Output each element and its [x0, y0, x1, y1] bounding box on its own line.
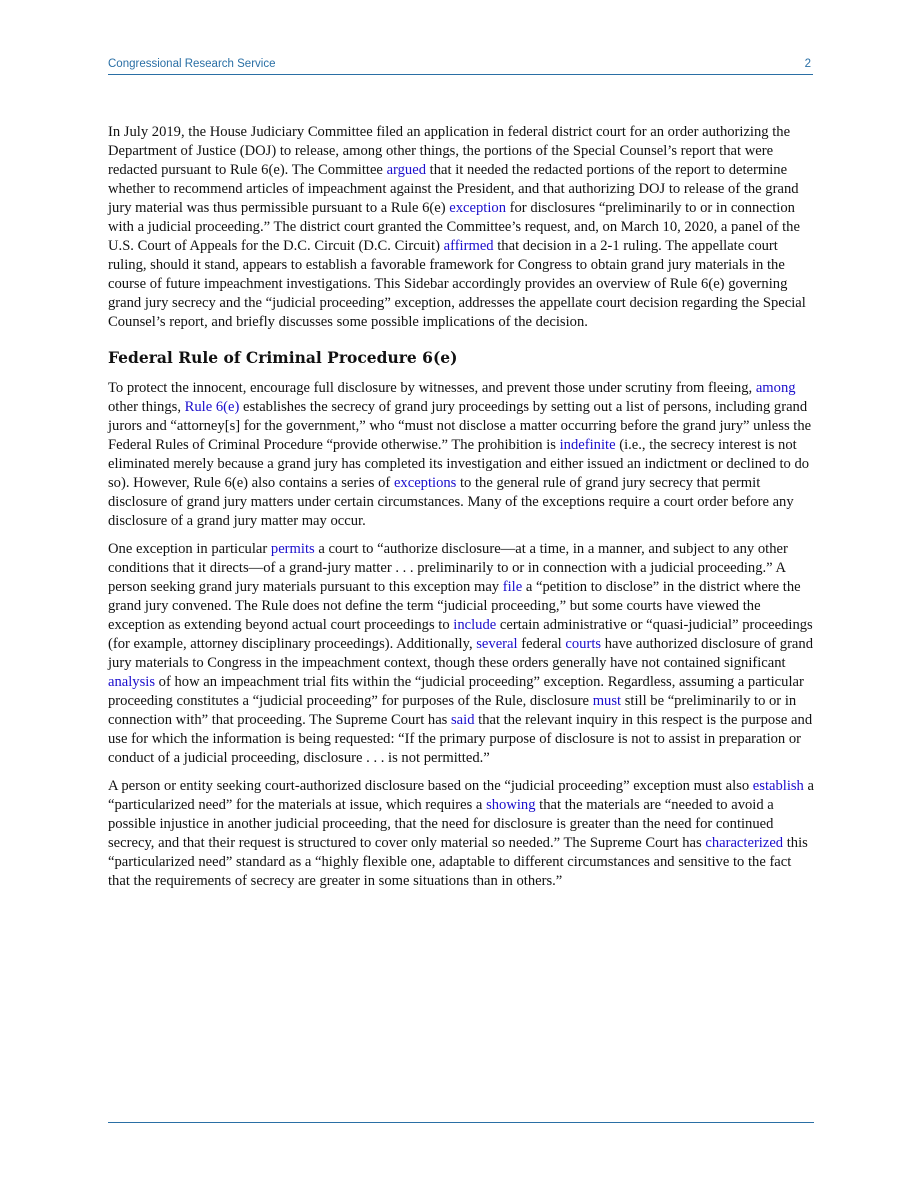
page-number: 2	[804, 58, 811, 70]
paragraph-text: of how an impeachment trial fits within the “judicial proceeding” exception. Regardless, assuming a particular proceeding constitutes a “judicial proceeding” for purposes of the Rule, disclosure	[108, 674, 804, 709]
inline-link[interactable]: among	[755, 380, 796, 396]
inline-link[interactable]: include	[453, 617, 497, 633]
paragraph-text: certain administrative or “quasi-judicial” proceedings (for example, attorney disciplinary proceedings). Additionally,	[108, 617, 813, 652]
paragraph-text: (i.e., the secrecy interest is not eliminated merely because a grand jury has completed its investigation and either issued an indictment or declined to do so). However, Rule 6(e) also contains a series of	[108, 437, 810, 491]
paragraph-text: In July 2019, the House Judiciary Committee filed an application in federal district court for an order authorizing the Department of Justice (DOJ) to release, among other things, the portions of the Special Counsel’s report that were redacted pursuant to Rule 6(e). The Committee	[108, 124, 791, 178]
inline-link[interactable]: characterized	[705, 835, 784, 851]
paragraph-text: still be “preliminarily to or in connection with” that proceeding. The Supreme Court has	[108, 693, 797, 728]
inline-link[interactable]: indefinite	[559, 437, 616, 453]
body-paragraph	[108, 123, 814, 332]
inline-link[interactable]: Rule 6(e)	[184, 399, 240, 415]
inline-link[interactable]: permits	[270, 541, 315, 557]
inline-link[interactable]: exceptions	[393, 475, 457, 491]
paragraph-text: that decision in a 2-1 ruling. The appellate court ruling, should it stand, appears to establish a favorable framework for Congress to obtain grand jury materials in the course of future impeachment investigations. This Sidebar accordingly provides an overview of Rule 6(e) governing grand jury secrecy and the “judicial proceeding” exception, addresses the appellate court decision regarding the Special Counsel’s report, and briefly discusses some possible implications of the decision.	[108, 238, 806, 330]
paragraph-text: a “petition to disclose” in the district where the grand jury convened. The Rule does not define the term “judicial proceeding,” but some courts have viewed the exception as extending beyond actual court proceedings to	[108, 579, 801, 633]
paragraph-text: One exception in particular	[108, 541, 271, 557]
section-heading: Federal Rule of Criminal Procedure 6(e)	[108, 348, 458, 367]
inline-link[interactable]: affirmed	[443, 238, 494, 254]
paragraph-text: A person or entity seeking court-authorized disclosure based on the “judicial proceeding” exception must also	[108, 778, 753, 794]
paragraph-text: that it needed the redacted portions of the report to determine whether to recommend articles of impeachment against the President, and that authorizing DOJ to release of the grand jury material was thus permissible pursuant to a Rule 6(e)	[108, 162, 799, 216]
body-paragraph	[108, 777, 814, 891]
inline-link[interactable]: several	[476, 636, 518, 652]
inline-link[interactable]: must	[592, 693, 622, 709]
paragraph-text: to the general rule of grand jury secrecy that permit disclosure of grand jury matters under certain circumstances. Many of the exceptions require a court order before any disclosure of a grand jury matter may occur.	[108, 475, 794, 529]
inline-link[interactable]: analysis	[108, 674, 156, 690]
paragraph-text: establishes the secrecy of grand jury proceedings by setting out a list of persons, including grand jurors and “attorney[s] for the government,” who “must not disclose a matter occurring before the grand jury” unless the Federal Rules of Criminal Procedure “provide otherwise.” The prohibition is	[108, 399, 812, 453]
organization-name: Congressional Research Service	[108, 58, 276, 70]
paragraph-text: that the relevant inquiry in this respect is the purpose and use for which the information is being requested: “If the primary purpose of disclosure is not to assist in preparation or conduct of a judicial proceeding, disclosure . . . is not permitted.”	[108, 712, 813, 766]
paragraph-text: federal	[517, 636, 566, 652]
inline-link[interactable]: argued	[386, 162, 427, 178]
body-paragraph	[108, 540, 814, 768]
paragraph-text: a court to “authorize disclosure—at a time, in a manner, and subject to any other conditions that it directs—of a grand-jury matter . . . preliminarily to or in connection with a judicial proceeding.” A person seeking grand jury materials pursuant to this exception may	[108, 541, 788, 595]
paragraph-text: for disclosures “preliminarily to or in connection with a judicial proceeding.” The district court granted the Committee’s request, and, on March 10, 2020, a panel of the U.S. Court of Appeals for the D.C. Circuit (D.C. Circuit)	[108, 200, 800, 254]
paragraph-text: To protect the innocent, encourage full disclosure by witnesses, and prevent those under scrutiny from fleeing,	[108, 380, 756, 396]
inline-link[interactable]: file	[502, 579, 523, 595]
body-paragraph	[108, 379, 814, 531]
inline-link[interactable]: establish	[752, 778, 804, 794]
inline-link[interactable]: said	[451, 712, 475, 728]
paragraph-text: this “particularized need” standard as a “highly flexible one, adaptable to different circumstances and sensitive to the fact that the requirements of secrecy are greater in some situations than in others.”	[108, 835, 808, 889]
paragraph-text: that the materials are “needed to avoid a possible injustice in another judicial proceeding, that the need for disclosure is greater than the need for continued secrecy, and that their request is structured to cover only material so needed.” The Supreme Court has	[108, 797, 774, 851]
inline-link[interactable]: courts	[565, 636, 602, 652]
document-body	[108, 123, 814, 900]
inline-link[interactable]: exception	[449, 200, 506, 216]
paragraph-text: have authorized disclosure of grand jury materials to Congress in the impeachment context, though these orders generally have not contained significant	[108, 636, 813, 671]
paragraph-text: other things,	[108, 399, 185, 415]
footer-divider	[108, 1122, 814, 1123]
page-header	[108, 56, 813, 75]
inline-link[interactable]: showing	[486, 797, 536, 813]
paragraph-text: a “particularized need” for the materials at issue, which requires a	[108, 778, 814, 813]
